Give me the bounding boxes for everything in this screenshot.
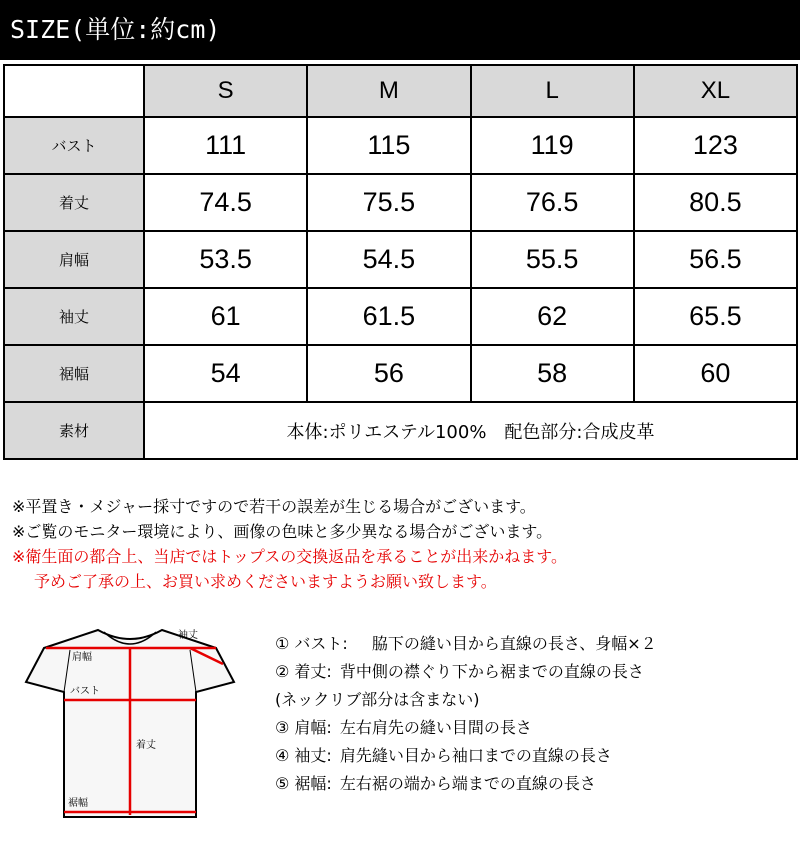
cell-value: 58 <box>471 345 634 402</box>
legend-key: ③ 肩幅: <box>275 718 332 737</box>
material-value: 本体:ポリエステル100% 配色部分:合成皮革 <box>144 402 797 459</box>
row-length <box>4 174 797 231</box>
corner-cell <box>4 65 144 117</box>
tshirt-illustration <box>18 622 243 822</box>
row-bust <box>4 117 797 174</box>
shoulder-label: 肩幅 <box>72 652 92 663</box>
legend-item <box>275 770 657 798</box>
legend-key: ④ 袖丈: <box>275 746 332 765</box>
legend-text: 左右肩先の縫い目間の長さ <box>339 718 532 737</box>
notes <box>12 494 567 594</box>
note-line: ※ご覧のモニター環境により、画像の色味と多少異なる場合がございます。 <box>12 522 553 541</box>
row-label: 着丈 <box>4 174 144 231</box>
bust-label: バスト <box>70 686 100 697</box>
cell-value: 61.5 <box>307 288 470 345</box>
cell-value: 62 <box>471 288 634 345</box>
cell-value: 111 <box>144 117 307 174</box>
legend-text: (ネックリブ部分は含まない) <box>275 690 480 709</box>
measurement-legend <box>275 630 657 798</box>
row-label: 袖丈 <box>4 288 144 345</box>
cell-value: 53.5 <box>144 231 307 288</box>
legend-item <box>275 630 657 658</box>
cell-value: 65.5 <box>634 288 797 345</box>
sleeve-label: 袖丈 <box>178 630 198 641</box>
row-label: 裾幅 <box>4 345 144 402</box>
legend-text: 左右裾の端から端までの直線の長さ <box>339 774 596 793</box>
cell-value: 60 <box>634 345 797 402</box>
cell-value: 74.5 <box>144 174 307 231</box>
size-header-row <box>4 65 797 117</box>
size-table <box>3 64 798 460</box>
legend-key: ① バスト: <box>275 634 348 653</box>
legend-item <box>275 686 657 714</box>
row-shoulder <box>4 231 797 288</box>
legend-key: ② 着丈: <box>275 662 332 681</box>
cell-value: 61 <box>144 288 307 345</box>
size-header-xl: XL <box>634 65 797 117</box>
cell-value: 55.5 <box>471 231 634 288</box>
cell-value: 54.5 <box>307 231 470 288</box>
cell-value: 80.5 <box>634 174 797 231</box>
size-header-s: S <box>144 65 307 117</box>
note-line: ※平置き・メジャー採寸ですので若干の誤差が生じる場合がございます。 <box>12 497 536 516</box>
size-title: SIZE(単位:約cm) <box>0 0 800 60</box>
legend-item <box>275 714 657 742</box>
legend-text: 脇下の縫い目から直線の長さ、身幅×２ <box>355 634 657 653</box>
size-header-l: L <box>471 65 634 117</box>
row-label: 素材 <box>4 402 144 459</box>
tshirt-diagram <box>18 622 243 822</box>
note-line-warning: ※衛生面の都合上、当店ではトップスの交換返品を承ることが出来かねます。 <box>12 547 568 566</box>
cell-value: 54 <box>144 345 307 402</box>
row-hem <box>4 345 797 402</box>
legend-text: 肩先縫い目から袖口までの直線の長さ <box>339 746 612 765</box>
legend-item <box>275 742 657 770</box>
cell-value: 75.5 <box>307 174 470 231</box>
legend-key: ⑤ 裾幅: <box>275 774 332 793</box>
note-line-warning: 予めご了承の上、お買い求めくださいますようお願い致します。 <box>34 572 497 591</box>
cell-value: 56.5 <box>634 231 797 288</box>
legend-item <box>275 658 657 686</box>
size-header-m: M <box>307 65 470 117</box>
cell-value: 115 <box>307 117 470 174</box>
cell-value: 76.5 <box>471 174 634 231</box>
length-label: 着丈 <box>136 740 156 751</box>
cell-value: 56 <box>307 345 470 402</box>
row-label: バスト <box>4 117 144 174</box>
row-material <box>4 402 797 459</box>
hem-label: 裾幅 <box>68 798 88 809</box>
cell-value: 119 <box>471 117 634 174</box>
cell-value: 123 <box>634 117 797 174</box>
row-label: 肩幅 <box>4 231 144 288</box>
row-sleeve <box>4 288 797 345</box>
legend-text: 背中側の襟ぐり下から裾までの直線の長さ <box>339 662 644 681</box>
